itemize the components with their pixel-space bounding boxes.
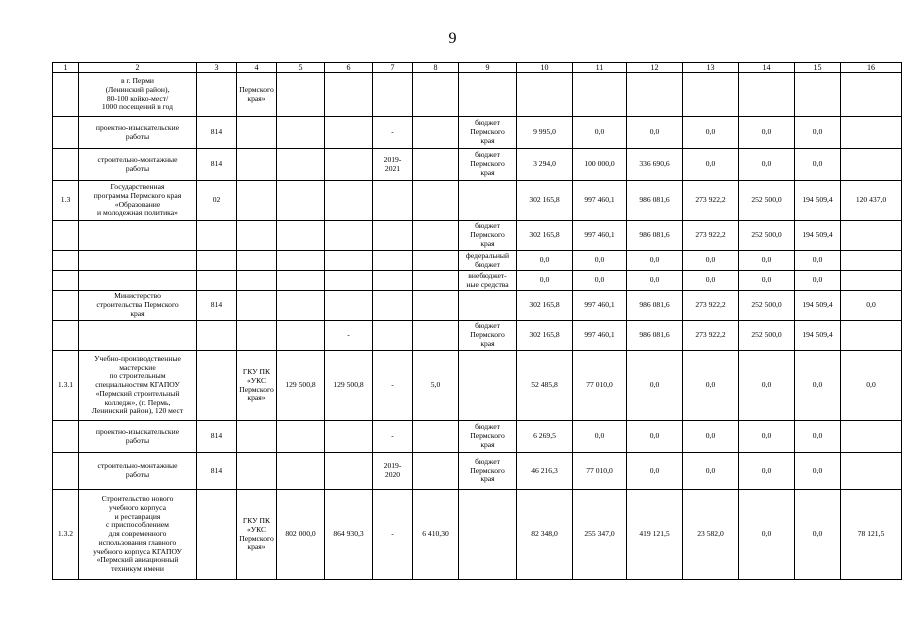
column-number-15: 15 [795, 63, 841, 73]
table-cell: 814 [197, 149, 237, 181]
table-cell: 100 000,0 [573, 149, 627, 181]
table-cell: 0,0 [627, 271, 683, 291]
table-cell: 52 485,8 [517, 351, 573, 421]
table-cell [277, 149, 325, 181]
table-cell: 0,0 [517, 251, 573, 271]
table-cell: 273 922,2 [683, 181, 739, 221]
table-cell: 252 500,0 [739, 221, 795, 251]
table-cell: 0,0 [573, 271, 627, 291]
table-row [53, 149, 902, 181]
table-cell [277, 453, 325, 490]
table-cell: 3 294,0 [517, 149, 573, 181]
table-cell [413, 251, 459, 271]
table-cell: федеральный бюджет [459, 251, 517, 271]
table-cell: бюджет Пермского края [459, 321, 517, 351]
table-cell: 46 216,3 [517, 453, 573, 490]
table-cell [237, 291, 277, 321]
table-cell: 0,0 [795, 421, 841, 453]
table-cell: 5,0 [413, 351, 459, 421]
table-cell: 129 500,8 [277, 351, 325, 421]
table-cell [325, 117, 373, 149]
table-cell: 0,0 [683, 453, 739, 490]
table-cell [277, 73, 325, 117]
table-cell: 1.3.1 [53, 351, 79, 421]
table-cell: 0,0 [739, 453, 795, 490]
table-cell: 814 [197, 453, 237, 490]
table-cell [53, 251, 79, 271]
table-cell: 0,0 [683, 149, 739, 181]
table-cell: 0,0 [795, 490, 841, 580]
table-cell [197, 351, 237, 421]
table-cell [413, 117, 459, 149]
budget-table [52, 62, 902, 580]
table-cell: 0,0 [739, 271, 795, 291]
table-cell [373, 73, 413, 117]
table-cell: 0,0 [739, 251, 795, 271]
table-cell: 986 081,6 [627, 321, 683, 351]
table-cell: 302 165,8 [517, 291, 573, 321]
table-cell: 0,0 [739, 421, 795, 453]
table-cell [627, 73, 683, 117]
table-cell [841, 251, 902, 271]
table-cell: 986 081,6 [627, 221, 683, 251]
table-cell: 0,0 [627, 453, 683, 490]
table-cell [325, 73, 373, 117]
table-cell [197, 271, 237, 291]
table-cell [53, 453, 79, 490]
table-cell [197, 251, 237, 271]
table-cell: 0,0 [739, 490, 795, 580]
header-row [53, 63, 902, 73]
table-cell [53, 149, 79, 181]
table-cell: бюджет Пермского края [459, 117, 517, 149]
table-cell [325, 421, 373, 453]
table-cell [237, 181, 277, 221]
table-cell [841, 453, 902, 490]
table-cell: 302 165,8 [517, 221, 573, 251]
column-number-13: 13 [683, 63, 739, 73]
table-row [53, 421, 902, 453]
table-cell: 0,0 [683, 117, 739, 149]
table-cell [459, 181, 517, 221]
table-cell [373, 251, 413, 271]
table-cell: Государственная программа Пермского края «Образование и молодежная политика» [79, 181, 197, 221]
table-cell [683, 73, 739, 117]
table-row [53, 271, 902, 291]
table-cell [325, 221, 373, 251]
column-number-7: 7 [373, 63, 413, 73]
table-cell [325, 291, 373, 321]
table-cell [459, 351, 517, 421]
table-cell [413, 271, 459, 291]
table-row [53, 117, 902, 149]
table-cell [325, 271, 373, 291]
table-cell [237, 421, 277, 453]
column-number-1: 1 [53, 63, 79, 73]
table-cell: 0,0 [573, 251, 627, 271]
table-cell [79, 321, 197, 351]
table-cell [373, 181, 413, 221]
table-cell [197, 221, 237, 251]
table-cell: 1.3 [53, 181, 79, 221]
table-cell [841, 73, 902, 117]
table-cell: 997 460,1 [573, 321, 627, 351]
table-cell: 0,0 [683, 271, 739, 291]
table-cell: 6 410,30 [413, 490, 459, 580]
table-cell: 814 [197, 421, 237, 453]
column-number-5: 5 [277, 63, 325, 73]
table-cell: - [373, 490, 413, 580]
table-cell: 0,0 [627, 351, 683, 421]
table-cell [53, 117, 79, 149]
table-cell: 0,0 [795, 351, 841, 421]
table-cell [459, 291, 517, 321]
table-cell [277, 421, 325, 453]
table-cell [277, 321, 325, 351]
table-cell: Пермского края» [237, 73, 277, 117]
table-cell: ГКУ ПК «УКС Пермского края» [237, 490, 277, 580]
table-cell: 997 460,1 [573, 181, 627, 221]
table-cell: бюджет Пермского края [459, 221, 517, 251]
column-number-10: 10 [517, 63, 573, 73]
table-cell [237, 117, 277, 149]
table-cell: бюджет Пермского края [459, 149, 517, 181]
table-cell: Министерство строительства Пермского края [79, 291, 197, 321]
table-cell: 997 460,1 [573, 221, 627, 251]
table-row [53, 221, 902, 251]
table-cell [325, 149, 373, 181]
table-cell [197, 321, 237, 351]
table-cell: 82 348,0 [517, 490, 573, 580]
table-cell: 2019- 2020 [373, 453, 413, 490]
table-cell: 986 081,6 [627, 181, 683, 221]
table-cell [79, 221, 197, 251]
table-cell [277, 117, 325, 149]
table-cell: проектно-изыскательские работы [79, 117, 197, 149]
table-cell: 273 922,2 [683, 221, 739, 251]
table-cell [373, 271, 413, 291]
table-cell [53, 321, 79, 351]
table-cell: 0,0 [795, 149, 841, 181]
table-cell: 77 010,0 [573, 351, 627, 421]
column-number-12: 12 [627, 63, 683, 73]
table-row [53, 490, 902, 580]
column-number-14: 14 [739, 63, 795, 73]
table-cell [373, 321, 413, 351]
table-cell: 0,0 [573, 117, 627, 149]
table-cell: проектно-изыскательские работы [79, 421, 197, 453]
table-cell: 0,0 [841, 291, 902, 321]
table-cell: 419 121,5 [627, 490, 683, 580]
table-cell: 986 081,6 [627, 291, 683, 321]
table-cell [197, 490, 237, 580]
table-cell: 302 165,8 [517, 321, 573, 351]
table-cell: 252 500,0 [739, 181, 795, 221]
table-cell [795, 73, 841, 117]
table-cell [739, 73, 795, 117]
table-cell [277, 271, 325, 291]
table-cell: 2019- 2021 [373, 149, 413, 181]
table-cell: бюджет Пермского края [459, 421, 517, 453]
table-cell [53, 73, 79, 117]
table-cell [53, 291, 79, 321]
table-cell [413, 181, 459, 221]
table-cell [277, 251, 325, 271]
table-cell [841, 271, 902, 291]
table-cell: 0,0 [841, 351, 902, 421]
table-cell: 802 000,0 [277, 490, 325, 580]
table-row [53, 453, 902, 490]
table-cell [373, 291, 413, 321]
table-cell [237, 149, 277, 181]
table-cell [79, 271, 197, 291]
table-row [53, 251, 902, 271]
column-number-8: 8 [413, 63, 459, 73]
table-cell: 255 347,0 [573, 490, 627, 580]
table-cell [413, 453, 459, 490]
table-cell: 0,0 [627, 421, 683, 453]
table-row [53, 351, 902, 421]
table-cell: 0,0 [795, 453, 841, 490]
table-cell: ГКУ ПК «УКС Пермского края» [237, 351, 277, 421]
column-number-9: 9 [459, 63, 517, 73]
table-cell: 02 [197, 181, 237, 221]
table-cell [413, 421, 459, 453]
table-cell: 9 995,0 [517, 117, 573, 149]
table-cell: 23 582,0 [683, 490, 739, 580]
table-cell: - [325, 321, 373, 351]
table-cell [373, 221, 413, 251]
table-cell: 0,0 [739, 117, 795, 149]
table-cell [413, 221, 459, 251]
table-cell [841, 149, 902, 181]
table-cell: 194 509,4 [795, 181, 841, 221]
table-cell [237, 251, 277, 271]
table-cell: 252 500,0 [739, 291, 795, 321]
table-cell: 6 269,5 [517, 421, 573, 453]
table-cell: 0,0 [683, 351, 739, 421]
table-cell: 0,0 [573, 421, 627, 453]
table-cell: 0,0 [627, 117, 683, 149]
table-cell [459, 490, 517, 580]
table-cell: Строительство нового учебного корпуса и реставрация с приспособлением для современного использования главного учебного корпуса КГАПОУ «Пермский авиационный техникум имени [79, 490, 197, 580]
table-cell: в г. Перми (Ленинский район), 80-100 койко-мест/ 1000 посещений в год [79, 73, 197, 117]
table-cell: строительно-монтажные работы [79, 453, 197, 490]
table-cell: 0,0 [627, 251, 683, 271]
table-cell [53, 271, 79, 291]
table-cell [325, 181, 373, 221]
table-cell [325, 251, 373, 271]
column-number-4: 4 [237, 63, 277, 73]
table-cell: внебюджет- ные средства [459, 271, 517, 291]
table-cell: 0,0 [795, 271, 841, 291]
table-cell: 273 922,2 [683, 321, 739, 351]
table-cell [459, 73, 517, 117]
table-cell [197, 73, 237, 117]
table-cell [277, 221, 325, 251]
table-cell: 814 [197, 291, 237, 321]
page-number: 9 [448, 30, 457, 47]
table-cell [841, 221, 902, 251]
table-cell: 997 460,1 [573, 291, 627, 321]
table-cell: 0,0 [683, 421, 739, 453]
table-cell [237, 453, 277, 490]
table-cell [841, 321, 902, 351]
column-number-11: 11 [573, 63, 627, 73]
table-cell: 0,0 [795, 117, 841, 149]
table-cell [573, 73, 627, 117]
table-cell: строительно-монтажные работы [79, 149, 197, 181]
table-cell: 0,0 [795, 251, 841, 271]
table-cell: 78 121,5 [841, 490, 902, 580]
table-cell: 302 165,8 [517, 181, 573, 221]
table-row [53, 181, 902, 221]
table-cell: 129 500,8 [325, 351, 373, 421]
column-number-16: 16 [841, 63, 902, 73]
table-cell: 0,0 [517, 271, 573, 291]
table-cell: 194 509,4 [795, 221, 841, 251]
table-row [53, 321, 902, 351]
table-cell: 0,0 [683, 251, 739, 271]
table-cell: 0,0 [739, 351, 795, 421]
table-cell [237, 221, 277, 251]
table-cell [413, 321, 459, 351]
table-cell: - [373, 117, 413, 149]
table-cell: 336 690,6 [627, 149, 683, 181]
table-cell: - [373, 421, 413, 453]
table-cell: 864 930,3 [325, 490, 373, 580]
table-cell [325, 453, 373, 490]
table-row [53, 73, 902, 117]
table-cell: 814 [197, 117, 237, 149]
table-cell: 273 922,2 [683, 291, 739, 321]
table-cell [277, 181, 325, 221]
table-cell: 0,0 [739, 149, 795, 181]
table-cell [237, 321, 277, 351]
table-cell [53, 421, 79, 453]
table-cell: Учебно-производственные мастерские по строительным специальностям КГАПОУ «Пермский строительный колледж», (г. Пермь, Ленинский район), 120 мест [79, 351, 197, 421]
table-row [53, 291, 902, 321]
column-number-2: 2 [79, 63, 197, 73]
table-cell: 194 509,4 [795, 291, 841, 321]
table-cell [413, 291, 459, 321]
column-number-3: 3 [197, 63, 237, 73]
table-cell [79, 251, 197, 271]
table-cell [277, 291, 325, 321]
table-cell: 194 509,4 [795, 321, 841, 351]
table-cell: - [373, 351, 413, 421]
table-cell [413, 73, 459, 117]
column-number-6: 6 [325, 63, 373, 73]
table-cell [413, 149, 459, 181]
table-cell [841, 117, 902, 149]
table-cell [517, 73, 573, 117]
table-cell: 120 437,0 [841, 181, 902, 221]
table-cell: 77 010,0 [573, 453, 627, 490]
table-cell: 252 500,0 [739, 321, 795, 351]
table-cell [53, 221, 79, 251]
table-cell: 1.3.2 [53, 490, 79, 580]
table-cell [841, 421, 902, 453]
table-cell: бюджет Пермского края [459, 453, 517, 490]
table-cell [237, 271, 277, 291]
